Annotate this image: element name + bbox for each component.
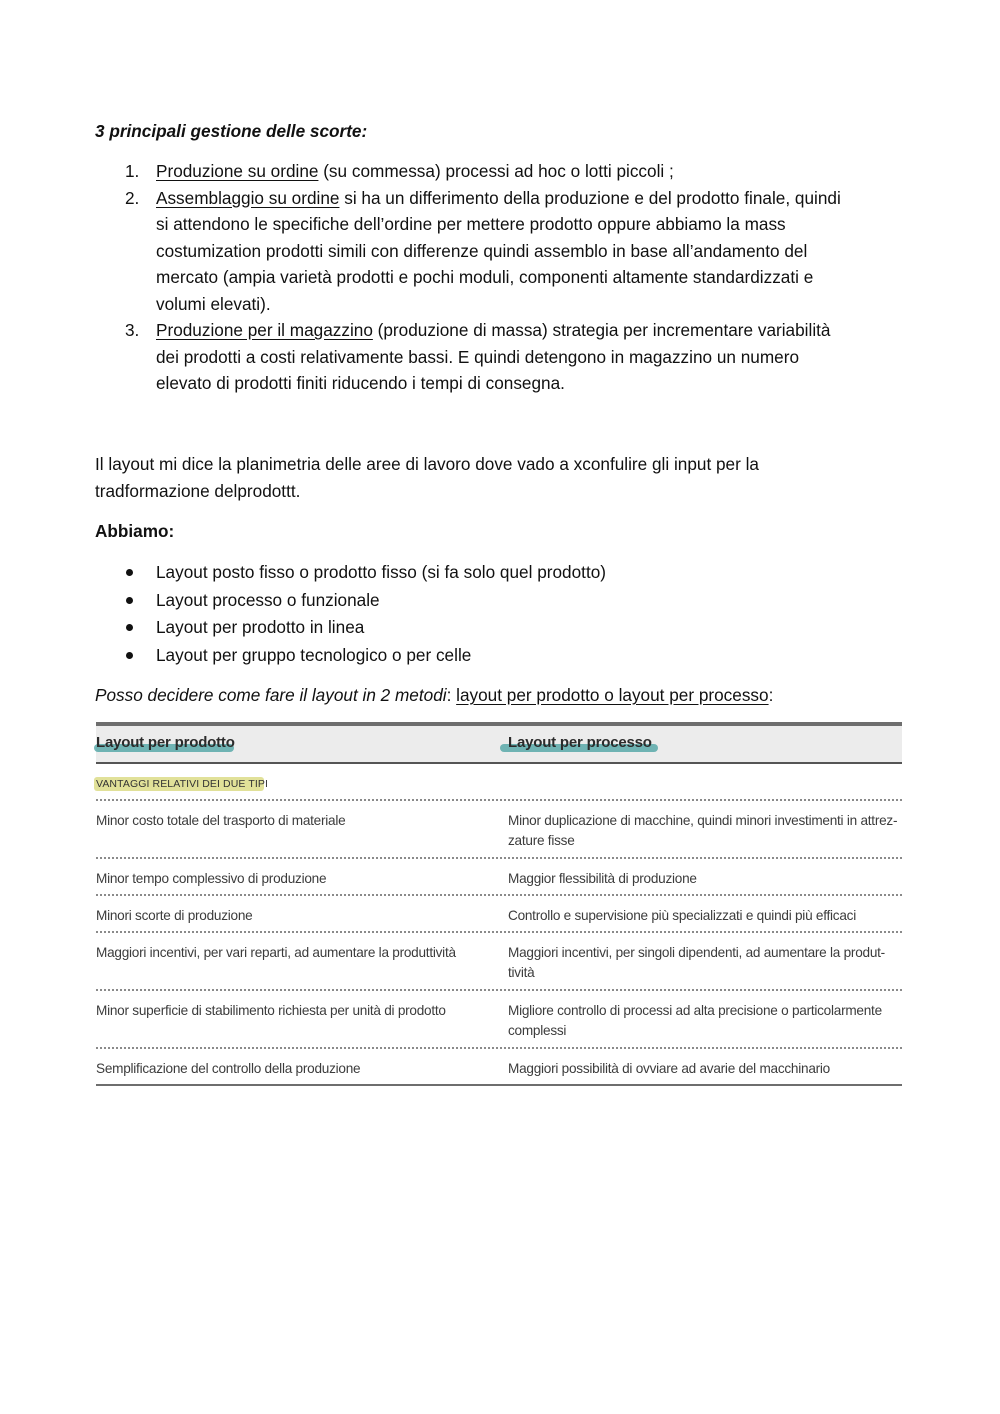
paragraph-line: Il layout mi dice la planimetria delle aree di lavoro dove vado a xconfulire gli input per la xyxy=(95,454,759,474)
list-text-line: mercato (ampia varietà prodotti e pochi moduli, componenti altamente standardizzati e xyxy=(156,267,814,287)
decide-sentence xyxy=(95,682,915,709)
numbered-list xyxy=(95,158,905,397)
table-cell: Minor costo totale del trasporto di materiale xyxy=(96,813,346,828)
table-cell: Minor superficie di stabilimento richiesta per unità di prodotto xyxy=(96,1003,446,1018)
header-layout-prodotto: Layout per prodotto xyxy=(96,734,235,751)
list-number: 3. xyxy=(125,320,140,340)
bullet-dot-icon xyxy=(126,569,133,576)
list-text-line: si attendono le specifiche dell’ordine per mettere prodotto oppure abbiamo la mass xyxy=(156,214,786,234)
table-subheader: VANTAGGI RELATIVI DEI DUE TIPI xyxy=(96,778,269,790)
table-header-rule xyxy=(96,762,902,764)
layout-paragraph xyxy=(95,451,905,504)
bullet-text: Layout processo o funzionale xyxy=(156,589,380,610)
paragraph-line: tradformazione delprodottt. xyxy=(95,480,301,501)
row-divider xyxy=(96,857,902,859)
row-divider xyxy=(96,989,902,991)
list-item xyxy=(95,158,905,185)
list-text-line: elevato di prodotti finiti riducendo i tempi di consegna. xyxy=(156,373,565,393)
list-text-line: (su commessa) processi ad hoc o lotti piccoli ; xyxy=(318,161,674,181)
table-cell: Maggiori incentivi, per vari reparti, ad aumentare la produttività xyxy=(96,945,456,960)
list-text-line: dei prodotti a costi relativamente bassi. E quindi detengono in magazzino un numero xyxy=(156,346,800,367)
table-cell: Maggiori possibilità di ovviare ad avarie del macchinario xyxy=(508,1061,830,1076)
list-text-line: volumi elevati). xyxy=(156,293,271,314)
decide-end: : xyxy=(768,685,774,705)
list-item xyxy=(95,185,905,318)
bullet-dot-icon xyxy=(126,597,133,604)
table-cell: Maggiori incentivi, per singoli dipendenti, ad aumentare la produt- tività xyxy=(508,945,885,980)
list-term: Assemblaggio su ordine xyxy=(156,187,340,208)
bullet-list xyxy=(95,559,905,669)
table-bottom-rule xyxy=(96,1084,902,1086)
bullet-item xyxy=(95,614,905,642)
table-cell: Maggior flessibilità di produzione xyxy=(508,871,697,886)
row-divider xyxy=(96,931,902,933)
section-heading: 3 principali gestione delle scorte: xyxy=(95,121,368,141)
table-cell: Controllo e supervisione più specializzati e quindi più efficaci xyxy=(508,908,856,923)
bullet-text: Layout per prodotto in linea xyxy=(156,617,365,637)
table-cell: Minor tempo complessivo di produzione xyxy=(96,871,327,886)
bullet-dot-icon xyxy=(126,624,133,631)
table-cell: Semplificazione del controllo della produzione xyxy=(96,1061,361,1076)
decide-underlined: layout per prodotto o layout per processo xyxy=(456,685,769,705)
bullet-item xyxy=(95,559,905,587)
list-text-line: si ha un differimento della produzione e del prodotto finale, quindi xyxy=(339,187,841,208)
bullet-dot-icon xyxy=(126,652,133,659)
bullet-text: Layout per gruppo tecnologico o per celle xyxy=(156,644,472,665)
row-divider xyxy=(96,1047,902,1049)
decide-italic: Posso decidere come fare il layout in 2 metodi xyxy=(95,685,447,705)
table-cell: Minori scorte di produzione xyxy=(96,908,253,923)
decide-colon: : xyxy=(446,685,457,705)
bullet-item xyxy=(95,587,905,615)
list-number: 1. xyxy=(125,161,140,181)
list-text-line: (produzione di massa) strategia per incrementare variabilità xyxy=(372,320,831,340)
row-divider xyxy=(96,799,902,801)
list-text-line: costumization prodotti simili con differenze quindi assemblo in base all’andamento del xyxy=(156,240,808,261)
abbiamo-heading: Abbiamo: xyxy=(95,521,175,541)
list-number: 2. xyxy=(125,187,140,208)
list-item xyxy=(95,317,905,397)
list-term: Produzione per il magazzino xyxy=(156,320,373,340)
bullet-text: Layout posto fisso o prodotto fisso (si fa solo quel prodotto) xyxy=(156,562,606,582)
comparison-table xyxy=(96,722,902,1088)
row-divider xyxy=(96,894,902,896)
list-term: Produzione su ordine xyxy=(156,161,319,181)
bullet-item xyxy=(95,642,905,670)
header-layout-processo: Layout per processo xyxy=(508,734,652,751)
table-cell: Migliore controllo di processi ad alta precisione o particolarmente complessi xyxy=(508,1003,882,1038)
table-cell: Minor duplicazione di macchine, quindi minori investimenti in attrez- zature fisse xyxy=(508,813,898,848)
